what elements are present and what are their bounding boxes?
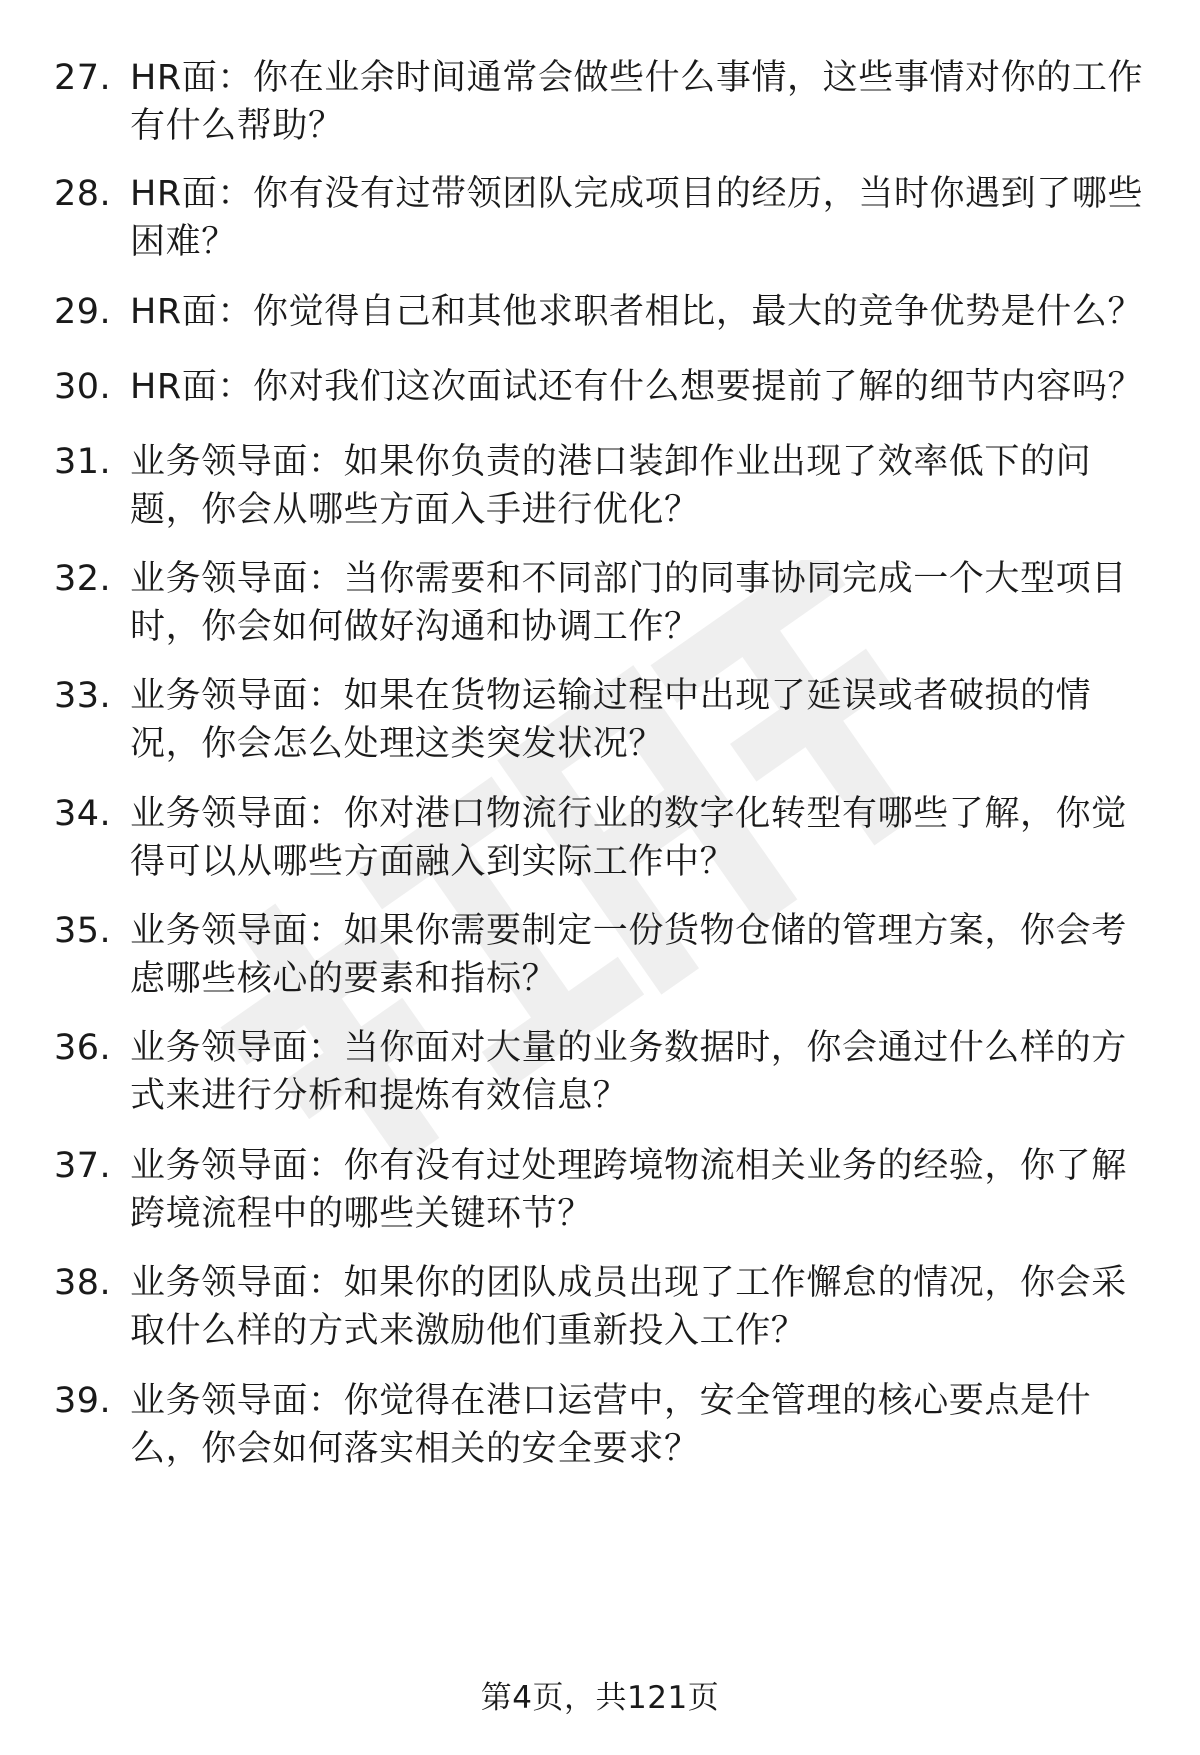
- question-text: 业务领导面：当你面对大量的业务数据时，你会通过什么样的方 式来进行分析和提炼有效信息？: [130, 1028, 1127, 1116]
- question-text: 业务领导面：如果你的团队成员出现了工作懈怠的情况，你会采 取什么样的方式来激励他们重新投入工作？: [130, 1263, 1127, 1351]
- question-text: 业务领导面：当你需要和不同部门的同事协同完成一个大型项目 时，你会如何做好沟通和协调工作？: [130, 559, 1127, 647]
- question-text: HR面：你对我们这次面试还有什么想要提前了解的细节内容吗？: [130, 367, 1144, 407]
- question-text: 业务领导面：你有没有过处理跨境物流相关业务的经验，你了解 跨境流程中的哪些关键环节？: [130, 1146, 1127, 1234]
- question-number: 33.: [54, 676, 112, 716]
- question-text: HR面：你觉得自己和其他求职者相比，最大的竞争优势是什么？: [130, 292, 1144, 332]
- list-item: [0, 170, 1200, 280]
- list-item: [0, 907, 1200, 1017]
- question-number: 38.: [54, 1263, 112, 1303]
- question-number: 35.: [54, 911, 112, 951]
- list-item: [0, 438, 1200, 548]
- list-item: [0, 1377, 1200, 1487]
- question-number: 32.: [54, 559, 112, 599]
- question-number: 30.: [54, 367, 112, 407]
- list-item: [0, 555, 1200, 665]
- question-number: 29.: [54, 292, 112, 332]
- question-number: 39.: [54, 1381, 112, 1421]
- list-item: [0, 1024, 1200, 1134]
- question-text: 业务领导面：如果在货物运输过程中出现了延误或者破损的情 况，你会怎么处理这类突发状况？: [130, 676, 1092, 764]
- question-text: 业务领导面：你觉得在港口运营中，安全管理的核心要点是什 么，你会如何落实相关的安全要求？: [130, 1381, 1092, 1469]
- question-text: HR面：你在业余时间通常会做些什么事情，这些事情对你的工作 有什么帮助？: [130, 58, 1144, 146]
- question-number: 34.: [54, 794, 112, 834]
- question-text: HR面：你有没有过带领团队完成项目的经历，当时你遇到了哪些 困难？: [130, 174, 1144, 262]
- question-text: 业务领导面：你对港口物流行业的数字化转型有哪些了解，你觉 得可以从哪些方面融入到实际工作中？: [130, 794, 1127, 882]
- question-number: 27.: [54, 58, 112, 98]
- question-number: 31.: [54, 442, 112, 482]
- list-item: [0, 1142, 1200, 1252]
- question-text: 业务领导面：如果你需要制定一份货物仓储的管理方案，你会考 虑哪些核心的要素和指标？: [130, 911, 1127, 999]
- page-indicator: 第4页，共121页: [480, 1680, 720, 1716]
- list-item: [0, 790, 1200, 900]
- question-number: 36.: [54, 1028, 112, 1068]
- question-number: 28.: [54, 174, 112, 214]
- list-item: [0, 54, 1200, 164]
- question-text: 业务领导面：如果你负责的港口装卸作业出现了效率低下的问 题，你会从哪些方面入手进行优化？: [130, 442, 1092, 530]
- question-number: 37.: [54, 1146, 112, 1186]
- list-item: [0, 672, 1200, 782]
- list-item: [0, 1259, 1200, 1369]
